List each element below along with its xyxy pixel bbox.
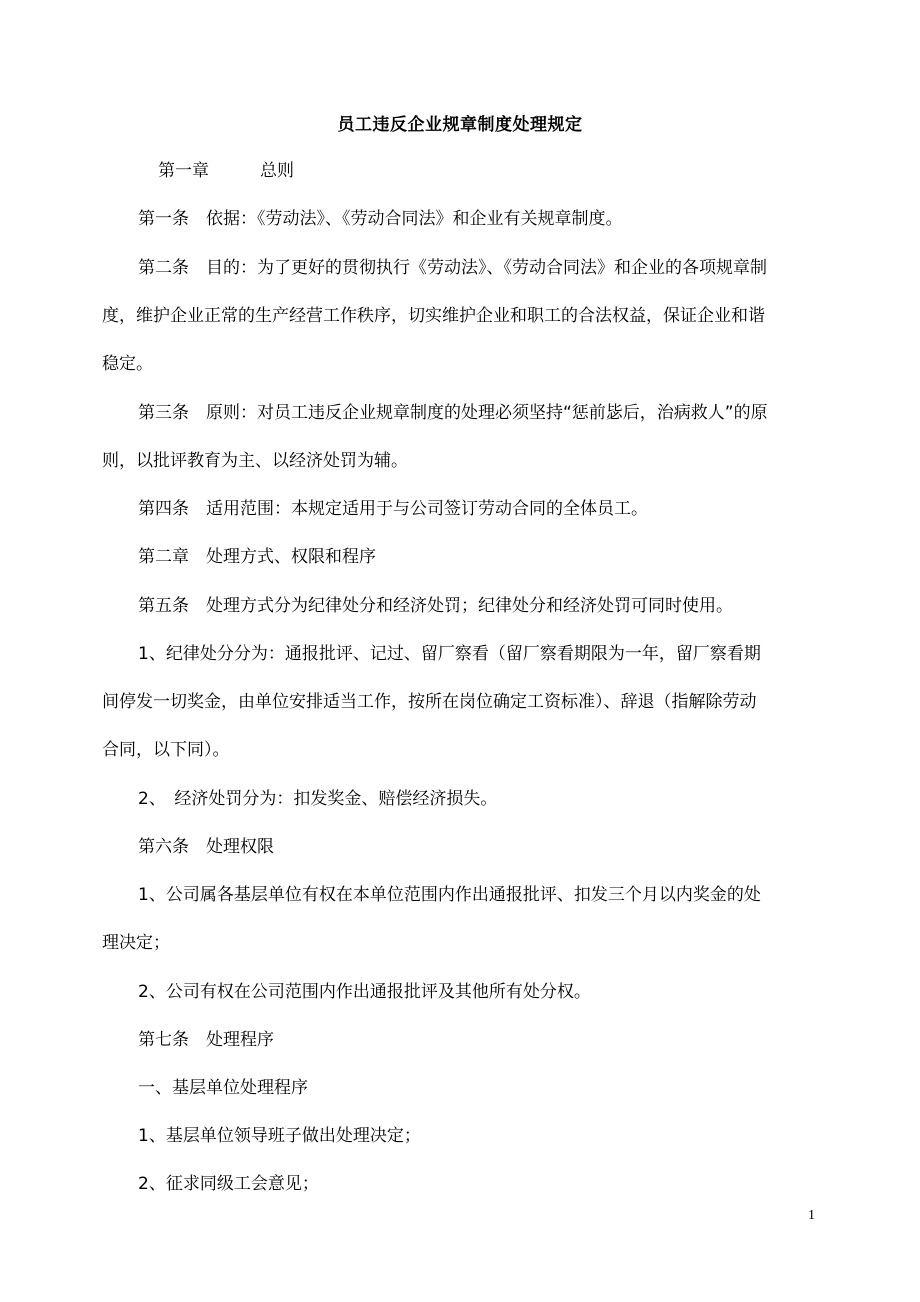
article-5-item-1-line-2: 间停发一切奖金，由单位安排适当工作，按所在岗位确定工资标准）、辞退（指解除劳动 <box>102 692 757 712</box>
page-number: 1 <box>808 1208 815 1223</box>
chapter-2-heading: 第二章 处理方式、权限和程序 <box>138 547 376 567</box>
article-7-section-1-item-2: 2、征求同级工会意见； <box>138 1174 319 1194</box>
article-6-item-1-line-2: 理决定； <box>102 933 170 953</box>
article-6-item-2: 2、公司有权在公司范围内作出通报批评及其他所有处分权。 <box>138 982 591 1002</box>
article-5-item-1-line-3: 合同，以下同）。 <box>102 740 230 760</box>
article-4: 第四条 适用范围：本规定适用于与公司签订劳动合同的全体员工。 <box>138 499 648 519</box>
article-5-item-2: 2、 经济处罚分为：扣发奖金、赔偿经济损失。 <box>138 789 498 809</box>
article-7-section-1: 一、基层单位处理程序 <box>138 1078 308 1098</box>
article-3-line-2: 则，以批评教育为主、以经济处罚为辅。 <box>102 451 408 471</box>
chapter-1-heading: 第一章 总则 <box>158 161 294 181</box>
article-3-line-1: 第三条 原则：对员工违反企业规章制度的处理必须坚持“惩前毖后，治病救人”的原 <box>138 403 768 423</box>
article-2-line-1: 第二条 目的：为了更好的贯彻执行《劳动法》、《劳动合同法》和企业的各项规章制 <box>138 258 767 278</box>
article-6: 第六条 处理权限 <box>138 837 274 857</box>
article-1: 第一条 依据：《劳动法》、《劳动合同法》和企业有关规章制度。 <box>138 209 623 229</box>
article-5: 第五条 处理方式分为纪律处分和经济处罚；纪律处分和经济处罚可同时使用。 <box>138 596 733 616</box>
article-2-line-2: 度，维护企业正常的生产经营工作秩序，切实维护企业和职工的合法权益，保证企业和谐 <box>102 306 765 326</box>
article-6-item-1-line-1: 1、公司属各基层单位有权在本单位范围内作出通报批评、扣发三个月以内奖金的处 <box>138 885 761 905</box>
article-2-line-3: 稳定。 <box>102 354 153 374</box>
document-title: 员工违反企业规章制度处理规定 <box>337 115 583 135</box>
article-7-section-1-item-1: 1、基层单位领导班子做出处理决定； <box>138 1126 421 1146</box>
article-5-item-1-line-1: 1、纪律处分分为：通报批评、记过、留厂察看（留厂察看期限为一年，留厂察看期 <box>138 644 761 664</box>
article-7: 第七条 处理程序 <box>138 1030 274 1050</box>
